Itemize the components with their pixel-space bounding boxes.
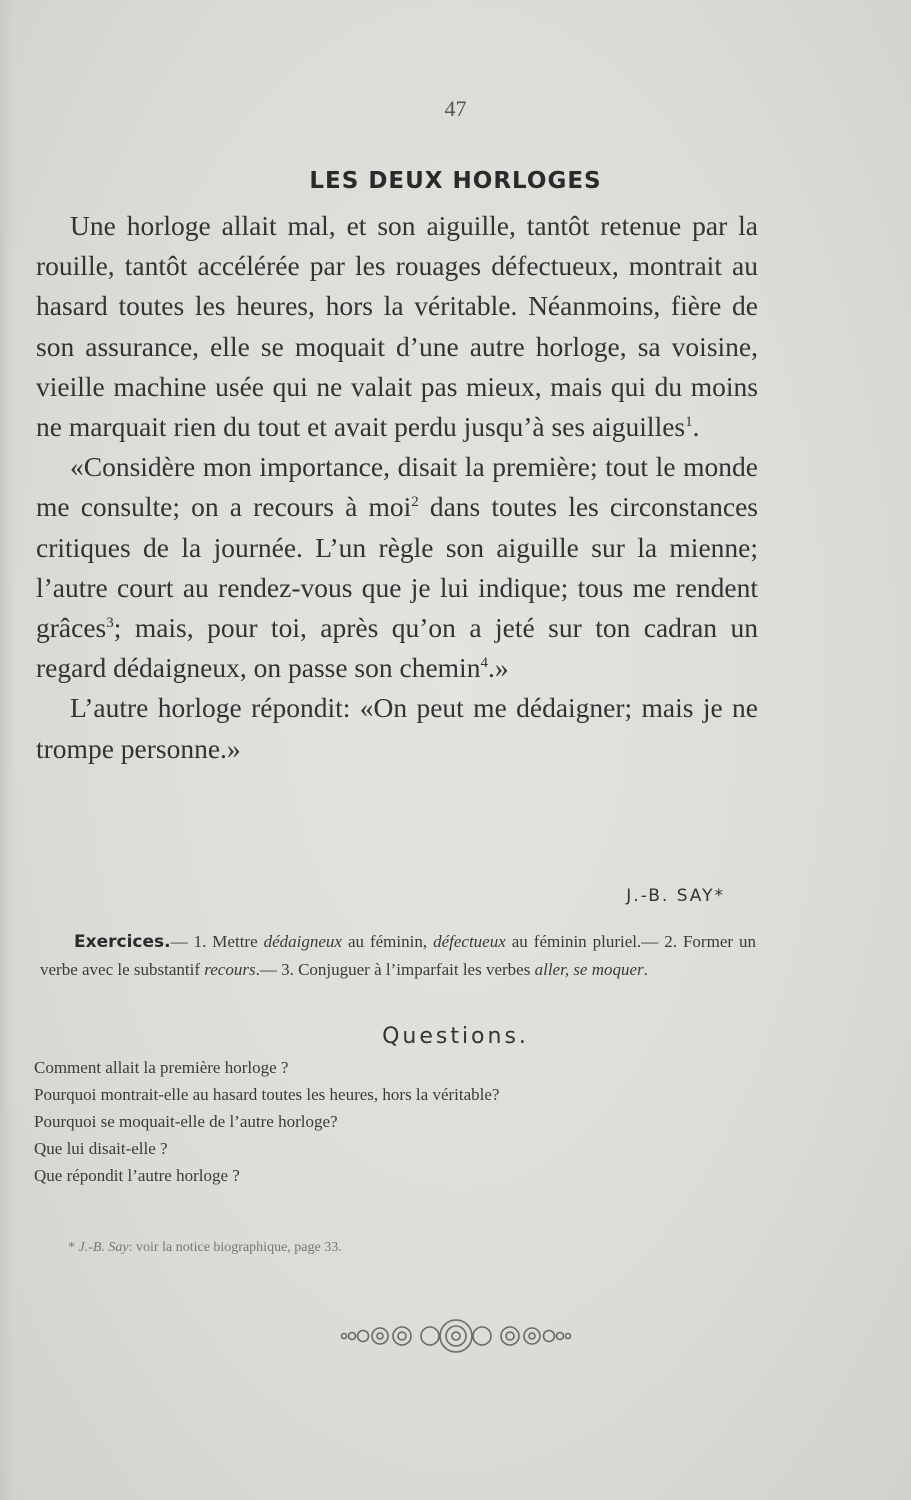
questions-heading: Questions. bbox=[382, 1024, 529, 1049]
footnote-ref-2: 2 bbox=[411, 494, 419, 511]
question-item: Que lui disait-elle ? bbox=[34, 1139, 168, 1158]
footnote bbox=[68, 1240, 342, 1256]
ornament-flourish-icon bbox=[336, 1318, 576, 1354]
exercise-text-1: — 1. Mettre bbox=[170, 932, 264, 951]
question-item: Comment allait la première horloge ? bbox=[34, 1058, 289, 1077]
paragraph-2-end: .» bbox=[487, 652, 509, 684]
footnote-ref-3: 3 bbox=[106, 614, 114, 631]
paragraph-3: L’autre horloge répondit: «On peut me dédaigner; mais je ne trompe personne.» bbox=[36, 692, 758, 764]
page-binding-shadow bbox=[0, 0, 14, 1500]
questions-list bbox=[34, 1054, 754, 1189]
author-signature: J.-B. SAY* bbox=[626, 886, 725, 906]
footnote-marker: * bbox=[68, 1240, 79, 1255]
exercise-text-2: au féminin, bbox=[341, 932, 434, 951]
chapter-title: LES DEUX HORLOGES bbox=[309, 168, 602, 194]
footnote-ref-1: 1 bbox=[685, 413, 693, 430]
fable-text bbox=[36, 206, 758, 769]
exercise-word-2: défectueux bbox=[433, 932, 506, 951]
question-item: Que répondit l’autre horloge ? bbox=[34, 1166, 240, 1185]
exercise-word-4: aller, se moquer bbox=[534, 960, 644, 979]
footnote-author: J.-B. Say bbox=[78, 1240, 129, 1255]
paragraph-1 bbox=[36, 206, 758, 447]
footnote-text: : voir la notice biographique, page 33. bbox=[128, 1240, 342, 1255]
exercise-text-4: .— 3. Conjuguer à l’imparfait les verbes bbox=[255, 960, 535, 979]
footnote-ref-4: 4 bbox=[480, 655, 488, 672]
paragraph-1-end: . bbox=[692, 411, 700, 443]
paragraph-2 bbox=[36, 447, 758, 688]
paragraph-2-part-c: ; mais, pour toi, après qu’on a jeté sur ton cadran un regard dédaigneux, on passe son chemin bbox=[36, 612, 758, 684]
exercises-block bbox=[40, 928, 756, 984]
exercise-text-5: . bbox=[643, 960, 648, 979]
exercise-text-3: au féminin pluriel.— 2. Former un verbe avec le substantif bbox=[40, 932, 757, 979]
exercise-word-1: dédaigneux bbox=[263, 932, 342, 951]
paragraph-1-text: Une horloge allait mal, et son aiguille, tantôt retenue par la rouille, tantôt accélérée par les rouages défectueux, montrait au hasard toutes les heures, hors la véritable. Néanmoins, fière de son assurance, elle se moquait d’une autre horloge, sa voisine, vieille machine usée qui ne valait pas mieux, mais qui du moins ne marquait rien du tout et avait perdu jusqu’à ses aiguilles bbox=[36, 210, 758, 443]
page-number: 47 bbox=[444, 96, 467, 121]
exercise-word-3: recours bbox=[204, 960, 256, 979]
paragraph-2-part-b: dans toutes les circonstances critiques de la journée. L’un règle son aiguille sur la mienne; l’autre court au rendez-vous que je lui indique; tous me rendent grâces bbox=[36, 491, 758, 644]
question-item: Pourquoi se moquait-elle de l’autre horloge? bbox=[34, 1112, 338, 1131]
paragraph-2-part-a: «Considère mon importance, disait la première; tout le monde me consulte; on a recours à moi bbox=[36, 451, 758, 523]
question-item: Pourquoi montrait-elle au hasard toutes les heures, hors la véritable? bbox=[34, 1085, 500, 1104]
ornament-divider bbox=[0, 1318, 911, 1354]
exercises-label: Exercices. bbox=[74, 932, 171, 952]
